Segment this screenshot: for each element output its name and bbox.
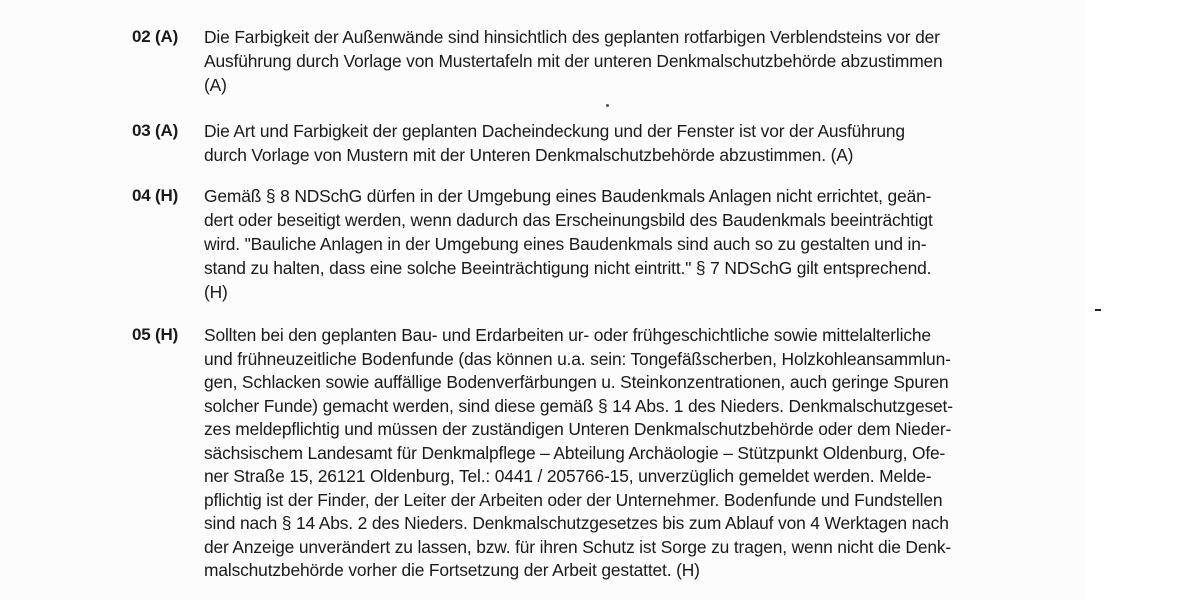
scan-speck	[606, 104, 609, 107]
entry-text-line: der Anzeige unverändert zu lassen, bzw. für ihren Schutz ist Sorge zu tragen, wenn nicht die Denk-	[204, 536, 952, 557]
entry-text-line: pflichtig ist der Finder, der Leiter der Arbeiten oder der Unternehmer. Bodenfunde und Fundstellen	[204, 489, 943, 510]
entry-number: 02 (A)	[132, 27, 179, 46]
entry-text-line: solcher Funde) gemacht werden, sind diese gemäß § 14 Abs. 1 des Nieders. Denkmalschutzgeset-	[204, 395, 953, 416]
entry-text-line: Ausführung durch Vorlage von Mustertafeln mit der unteren Denkmalschutzbehörde abzustimmen	[204, 51, 943, 71]
entry-text-line: stand zu halten, dass eine solche Beeinträchtigung nicht eintritt." § 7 NDSchG gilt entsprechend.	[204, 258, 932, 278]
entry-text-line: Sollten bei den geplanten Bau- und Erdarbeiten ur- oder frühgeschichtliche sowie mittelalterliche	[204, 325, 931, 345]
entry-text-line: wird. "Bauliche Anlagen in der Umgebung eines Baudenkmals sind auch so zu gestalten und in-	[204, 234, 927, 254]
entry-number: 04 (H)	[132, 186, 179, 205]
entry-number: 05 (H)	[132, 325, 179, 344]
entry-text-line: ner Straße 15, 26121 Oldenburg, Tel.: 0441 / 205766-15, unverzüglich gemeldet werden. Melde-	[204, 466, 932, 486]
entry-text-line: Gemäß § 8 NDSchG dürfen in der Umgebung eines Baudenkmals Anlagen nicht errichtet, geän-	[204, 186, 932, 206]
scan-mark	[1095, 309, 1101, 311]
entry-text-line: sind nach § 14 Abs. 2 des Nieders. Denkmalschutzgesetzes bis zum Ablauf von 4 Werktagen nach	[204, 513, 949, 533]
entry-text-line: durch Vorlage von Mustern mit der Unteren Denkmalschutzbehörde abzustimmen. (A)	[204, 145, 854, 165]
entry-text-line: (H)	[204, 282, 228, 302]
entry-text-line: malschutzbehörde vorher die Fortsetzung der Arbeit gestattet. (H)	[204, 560, 700, 580]
entry-text-line: sächsischem Landesamt für Denkmalpflege – Abteilung Archäologie – Stützpunkt Oldenburg, Ofe-	[204, 442, 946, 463]
entry-text-line: und frühneuzeitliche Bodenfunde (das können u.a. sein: Tongefäßscherben, Holzkohleansammlun-	[204, 348, 951, 369]
entry-text-line: Die Farbigkeit der Außenwände sind hinsichtlich des geplanten rotfarbigen Verblendsteins vor der	[204, 27, 940, 47]
entry-text-line: dert oder beseitigt werden, wenn dadurch das Erscheinungsbild des Baudenkmals beeinträchtigt	[204, 210, 933, 230]
entry-text-line: gen, Schlacken sowie auffällige Bodenverfärbungen u. Steinkonzentrationen, auch geringe Spuren	[204, 372, 949, 392]
entry-text-line: zes meldepflichtig und müssen der zuständigen Unteren Denkmalschutzbehörde oder dem Nieder-	[204, 419, 952, 439]
entry-text-line: (A)	[204, 75, 227, 95]
entry-text-line: Die Art und Farbigkeit der geplanten Dacheindeckung und der Fenster ist vor der Ausführung	[204, 121, 905, 141]
entry-number: 03 (A)	[132, 121, 179, 140]
